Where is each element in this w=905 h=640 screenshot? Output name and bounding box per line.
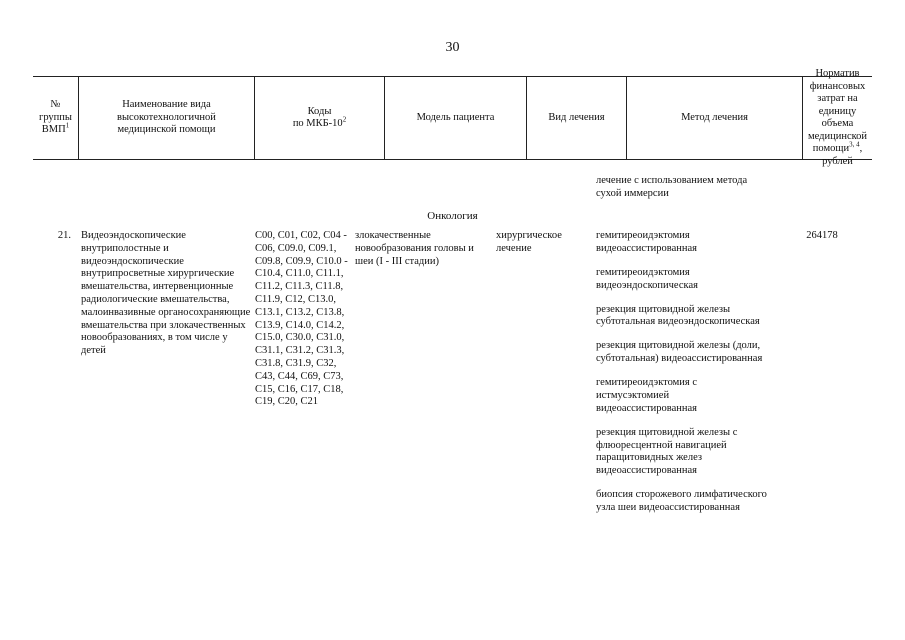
method-item: гемитиреоидэктомия с истмусэктомией видеоассистированная bbox=[596, 377, 698, 414]
header-codes-line2: по МКБ-10 bbox=[292, 118, 343, 129]
page-number: 30 bbox=[445, 40, 460, 55]
footnote-ref: 2 bbox=[342, 115, 347, 124]
care-type-name: Видеоэндоскопические внутриполостные и видеоэндоскопические внутрипросветные хирургические вмешательства, интервенционные радиологические вмешательства, малоинвазивные органосохраняющие вмешательства при злокачественных новообразованиях, в том числе у детей bbox=[81, 230, 251, 357]
patient-model: злокачественные новообразования головы и шеи (I - III стадии) bbox=[355, 230, 474, 267]
header-name-text: Наименование вида высокотехнологичной медицинской помощи bbox=[117, 99, 216, 136]
icd-codes: С00, С01, С02, С04 - С06, С09.0, С09.1, С09.8, С09.9, С10.0 - С10.4, С11.0, С11.1, С11.2, С11.3, С11.8, С11.9, С12, С13.0, С13.1, С13.2, С13.8, С13.9, С14.0, С14.2, С15.0, С30.0, С31.0, С31.1, С31.2, С31.3, С31.8, С31.9, С32, С43, С44, С69, С73, С15, С16, С17, С18, С19, С20, С21 bbox=[255, 230, 348, 408]
header-treatment-type-text: Вид лечения bbox=[548, 111, 605, 123]
row-number: 21. bbox=[57, 230, 71, 241]
header-method bbox=[627, 77, 802, 159]
header-method-text: Метод лечения bbox=[681, 111, 748, 123]
method-item: гемитиреоидэктомия видеоэндоскопическая bbox=[596, 266, 698, 291]
method-continuation: лечение с использованием метода сухой иммерсии bbox=[596, 175, 748, 199]
footnote-ref: 1 bbox=[65, 121, 70, 130]
header-name bbox=[79, 77, 254, 159]
header-group-number-symbol: № bbox=[50, 99, 61, 111]
method-item: резекция щитовидной железы субтотальная видеоэндоскопическая bbox=[596, 303, 760, 328]
header-group-number bbox=[33, 77, 78, 159]
header-cost-unit: , рублей bbox=[822, 143, 863, 167]
treatment-methods bbox=[596, 230, 772, 526]
header-cost-text: Норматив финансовых затрат на единицу объема медицинской помощи bbox=[807, 68, 868, 154]
section-title: Онкология bbox=[427, 210, 478, 222]
header-cost bbox=[803, 68, 872, 167]
header-model-text: Модель пациента bbox=[416, 111, 495, 123]
financial-cost: 264178 bbox=[806, 230, 838, 241]
method-item: гемитиреоидэктомия видеоассистированная bbox=[596, 230, 698, 254]
header-group-number-vmp: ВМП bbox=[41, 124, 66, 136]
header-codes bbox=[255, 77, 384, 159]
header-model bbox=[385, 77, 526, 159]
footnote-ref: 3, 4 bbox=[849, 140, 860, 149]
method-item: резекция щитовидной железы с флюоресцентной навигацией паращитовидных желез видеоассистированная bbox=[596, 426, 738, 477]
header-treatment-type bbox=[527, 77, 626, 159]
header-codes-line1: Коды bbox=[307, 105, 332, 117]
header-group-number-word: группы bbox=[39, 111, 72, 123]
treatment-type: хирургическое лечение bbox=[496, 230, 562, 254]
method-item: биопсия сторожевого лимфатического узла шеи видеоассистированная bbox=[596, 489, 767, 513]
method-item: резекция щитовидной железы (доли, субтотальная) видеоассистированная bbox=[596, 340, 763, 365]
table-header bbox=[33, 68, 872, 167]
